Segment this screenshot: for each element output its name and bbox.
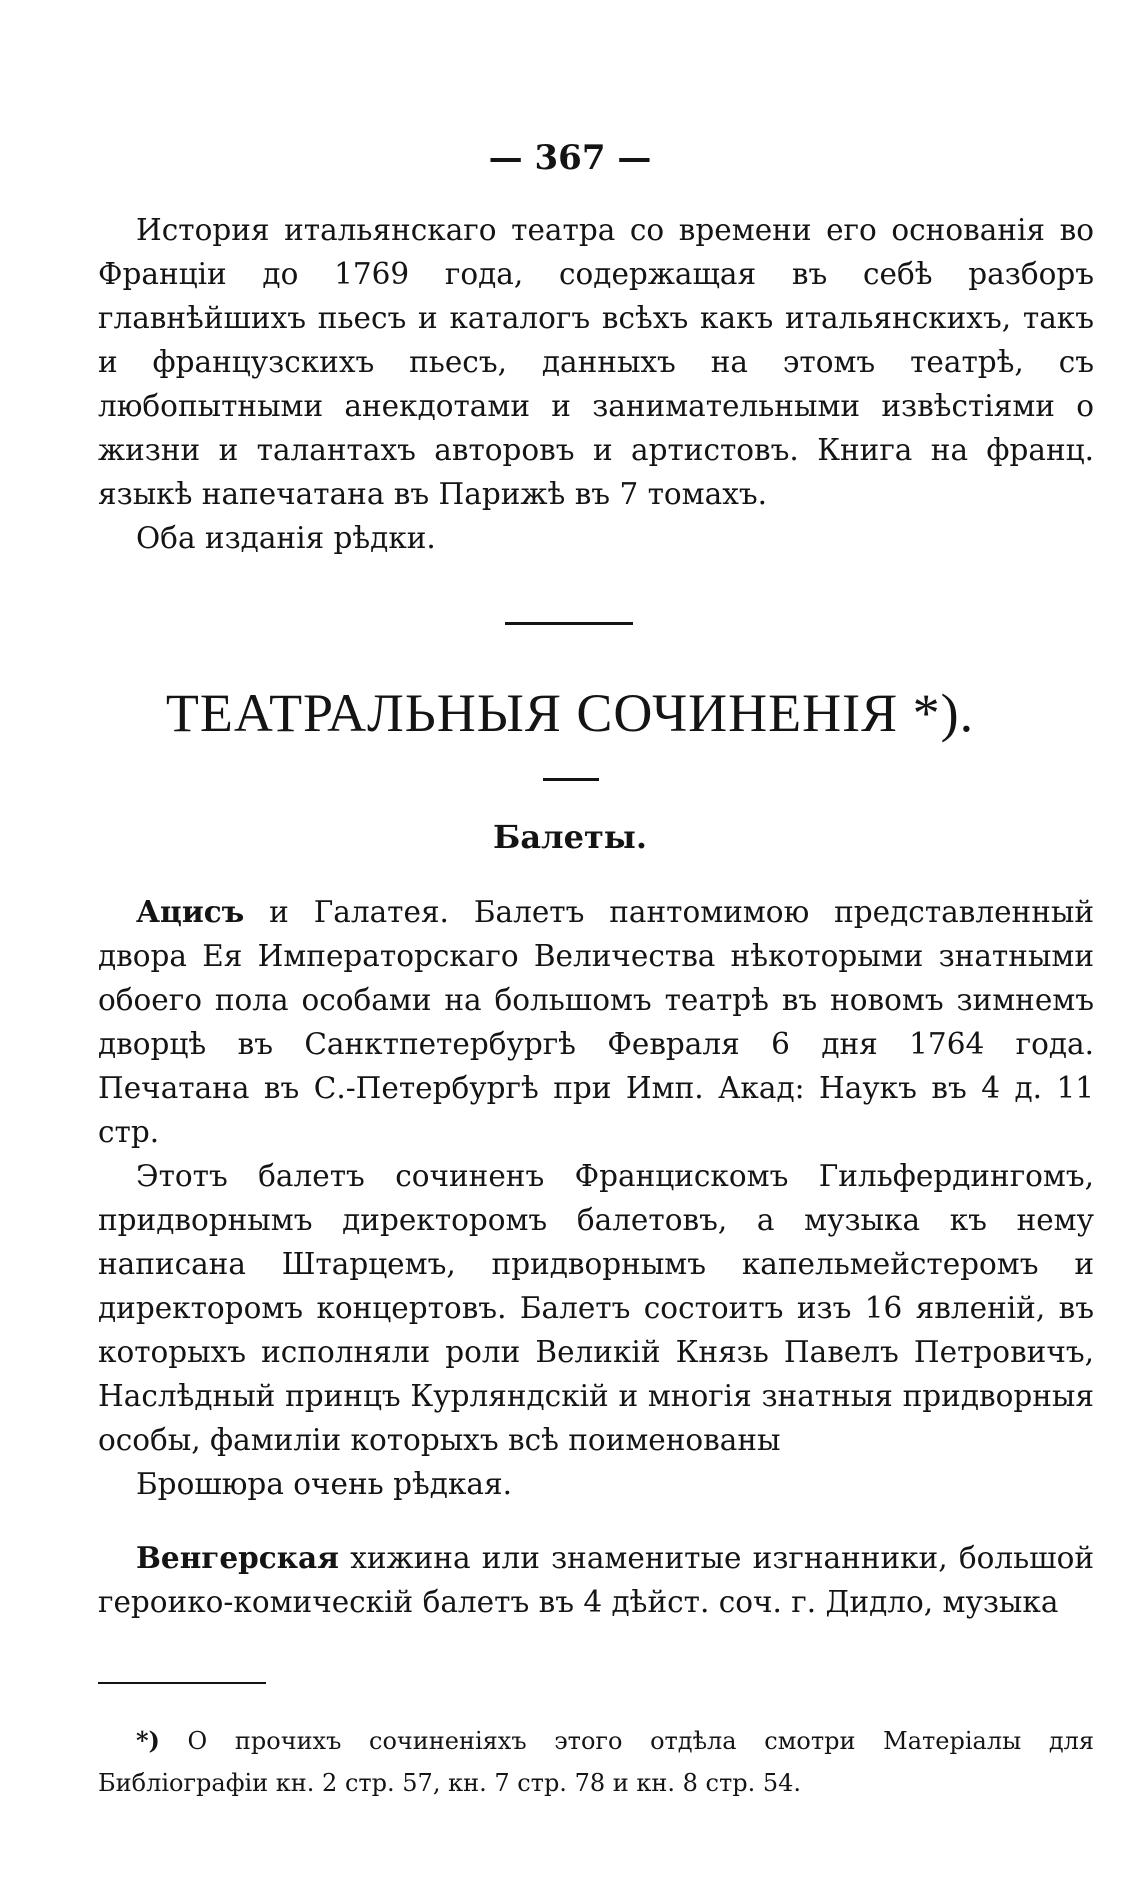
entry-hungarian-description: [98, 1536, 1094, 1624]
history-paragraph: История итальянскаго театра со времени его основанія во Франціи до 1769 года, содержащая въ себѣ разборъ главнѣйшихъ пьесъ и каталогъ всѣхъ какъ итальянскихъ, такъ и французскихъ пьесъ, данныхъ на этомъ театрѣ, съ любопытными анекдотами и занимательными извѣстіями о жизни и талантахъ авторовъ и артистовъ. Книга на франц. языкѣ напечатана въ Парижѣ въ 7 томахъ.: [98, 213, 1094, 511]
entry-acis-description: [98, 890, 1094, 1154]
footnote-text: О прочихъ сочиненіяхъ этого отдѣла смотри Матеріалы для Библіографіи кн. 2 стр. 57, кн. 7 стр. 78 и кн. 8 стр. 54.: [98, 1727, 1094, 1797]
entry-acis-rarity: Брошюра очень рѣдкая.: [136, 1467, 512, 1501]
ballet-entry-acis: [98, 890, 1094, 1506]
footnote-rule: [98, 1682, 266, 1684]
footnote-marker: *): [136, 1726, 160, 1755]
entry-acis-commentary: Этотъ балетъ сочиненъ Францискомъ Гильфердингомъ, придворнымъ директоромъ балетовъ, а музыка къ нему написана Штарцемъ, придворнымъ капельмейстеромъ и директоромъ концертовъ. Балетъ состоитъ изъ 16 явленій, въ которыхъ исполняли роли Великій Князь Павелъ Петровичъ, Наслѣдный принцъ Курляндскій и многія знатныя придворныя особы, фамиліи которыхъ всѣ поименованы: [98, 1159, 1094, 1457]
entry-hungarian-headword: Венгерская: [136, 1540, 339, 1575]
entry-hungarian-text: хижина или знаменитые изгнанники, большой героико-комическій балетъ въ 4 дѣйст. соч. г. Дидло, музыка: [98, 1541, 1094, 1619]
section-title: ТЕАТРАЛЬНЫЯ СОЧИНЕНІЯ *).: [165, 683, 975, 743]
rarity-note: Оба изданія рѣдки.: [136, 521, 436, 555]
footnote: [98, 1720, 1094, 1804]
subsection-title: Балеты.: [492, 818, 648, 856]
entry-acis-text: и Галатея. Балетъ пантомимою представленный двора Ея Императорскаго Величества нѣкоторыми знатными обоего пола особами на большомъ театрѣ въ новомъ зимнемъ дворцѣ въ Санктпетербургѣ Февраля 6 дня 1764 года. Печатана въ С.-Петербургѣ при Имп. Акад: Наукъ въ 4 д. 11 стр.: [98, 895, 1094, 1149]
entry-acis-headword: Ацисъ: [136, 894, 245, 929]
section-divider-top: [505, 622, 633, 625]
page-number: — 367 —: [488, 138, 652, 178]
ballet-entry-hungarian: [98, 1536, 1094, 1624]
section-divider-bottom: [543, 778, 599, 781]
top-text-block: [98, 208, 1094, 560]
